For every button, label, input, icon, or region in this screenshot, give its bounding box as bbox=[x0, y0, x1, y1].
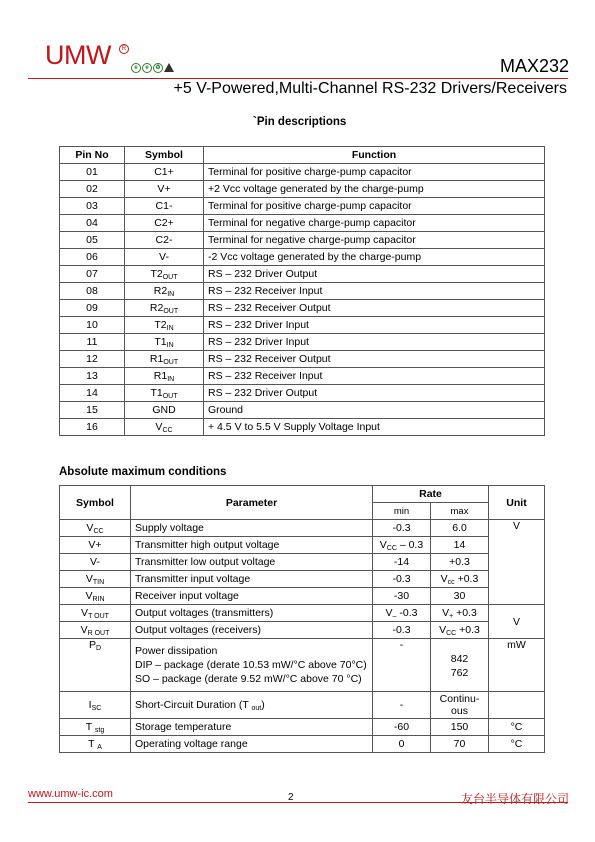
symbol-cell: $T2_{IN}$ bbox=[125, 317, 204, 334]
max-cell: 842 762 bbox=[431, 639, 489, 692]
min-cell: -0.3 bbox=[373, 622, 431, 639]
pin-table bbox=[59, 146, 545, 436]
pin-table-body bbox=[60, 164, 545, 436]
leaf-icon: ♻ bbox=[153, 63, 163, 73]
function-cell: Terminal for negative charge-pump capacitor bbox=[204, 232, 545, 249]
col-min: min bbox=[373, 503, 431, 520]
brand-logo: UMW bbox=[45, 40, 111, 70]
pin-number-cell: 10 bbox=[60, 317, 125, 334]
document-subtitle: +5 V-Powered,Multi-Channel RS-232 Drivers/Receivers bbox=[173, 80, 567, 97]
symbol-cell: T $_{stg}$ bbox=[60, 719, 131, 736]
symbol-cell: V- bbox=[60, 554, 131, 571]
max-cell: $V_{cc} +0.3$ bbox=[431, 571, 489, 588]
symbol-cell: C1+ bbox=[125, 164, 204, 181]
symbol-cell: C2- bbox=[125, 232, 204, 249]
symbol-cell: $V_{R OUT}$ bbox=[60, 622, 131, 639]
function-cell: -2 Vcc voltage generated by the charge-pump bbox=[204, 249, 545, 266]
min-cell: -30 bbox=[373, 588, 431, 605]
function-cell: RS – 232 Receiver Input bbox=[204, 368, 545, 385]
col-parameter: Parameter bbox=[131, 486, 373, 520]
parameter-cell: Operating voltage range bbox=[131, 736, 373, 753]
function-cell: RS – 232 Driver Input bbox=[204, 317, 545, 334]
max-cell: +0.3 bbox=[431, 554, 489, 571]
pin-number-cell: 16 bbox=[60, 419, 125, 436]
table-row bbox=[60, 181, 545, 198]
table-row bbox=[60, 249, 545, 266]
function-cell: RS – 232 Receiver Output bbox=[204, 300, 545, 317]
pin-number-cell: 07 bbox=[60, 266, 125, 283]
symbol-cell: C2+ bbox=[125, 215, 204, 232]
esd-warning-icon bbox=[164, 63, 174, 72]
abs-max-table bbox=[59, 485, 545, 753]
symbol-cell: $T1_{IN}$ bbox=[125, 334, 204, 351]
parameter-cell: Storage temperature bbox=[131, 719, 373, 736]
min-cell: $V_{CC} - 0.3$ bbox=[373, 537, 431, 554]
min-cell: -14 bbox=[373, 554, 431, 571]
unit-cell: V bbox=[489, 605, 545, 639]
pin-number-cell: 15 bbox=[60, 402, 125, 419]
parameter-cell: Supply voltage bbox=[131, 520, 373, 537]
table-row bbox=[60, 719, 545, 736]
function-cell: +2 Vcc voltage generated by the charge-pump bbox=[204, 181, 545, 198]
function-cell: Terminal for positive charge-pump capacitor bbox=[204, 198, 545, 215]
symbol-cell: C1- bbox=[125, 198, 204, 215]
table-row bbox=[60, 622, 545, 639]
parameter-cell: Transmitter high output voltage bbox=[131, 537, 373, 554]
table-row bbox=[60, 520, 545, 537]
pin-number-cell: 01 bbox=[60, 164, 125, 181]
max-cell: 6.0 bbox=[431, 520, 489, 537]
unit-cell: °C bbox=[489, 736, 545, 753]
pin-number-cell: 08 bbox=[60, 283, 125, 300]
col-pin-no: Pin No bbox=[60, 147, 125, 164]
table-row bbox=[60, 351, 545, 368]
website-link[interactable]: www.umw-ic.com bbox=[28, 788, 113, 800]
abs-max-title: Absolute maximum conditions bbox=[59, 466, 227, 478]
max-cell: 30 bbox=[431, 588, 489, 605]
pin-number-cell: 04 bbox=[60, 215, 125, 232]
symbol-cell: $V_{RIN}$ bbox=[60, 588, 131, 605]
symbol-cell: $R2_{IN}$ bbox=[125, 283, 204, 300]
table-row bbox=[60, 215, 545, 232]
pin-number-cell: 02 bbox=[60, 181, 125, 198]
symbol-cell: V- bbox=[125, 249, 204, 266]
table-row bbox=[60, 266, 545, 283]
table-row bbox=[60, 588, 545, 605]
parameter-cell: Power dissipation DIP – package (derate 10.53 mW/°C above 70°C) SO – package (derate 9.52 mW/°C above 70 °C) bbox=[131, 639, 373, 692]
rohs-icon: e bbox=[131, 63, 141, 73]
pin-descriptions-title: `Pin descriptions bbox=[253, 116, 347, 128]
function-cell: RS – 232 Receiver Output bbox=[204, 351, 545, 368]
table-row bbox=[60, 554, 545, 571]
table-row bbox=[60, 692, 545, 719]
header-rule bbox=[28, 78, 568, 79]
min-cell: -0.3 bbox=[373, 520, 431, 537]
table-row bbox=[60, 571, 545, 588]
symbol-cell: $P_D$ bbox=[60, 639, 131, 692]
table-row bbox=[60, 537, 545, 554]
symbol-cell: $I_{SC}$ bbox=[60, 692, 131, 719]
min-cell: 0 bbox=[373, 736, 431, 753]
pin-number-cell: 13 bbox=[60, 368, 125, 385]
symbol-cell: $T2_{OUT}$ bbox=[125, 266, 204, 283]
max-cell: Continu-ous bbox=[431, 692, 489, 719]
function-cell: + 4.5 V to 5.5 V Supply Voltage Input bbox=[204, 419, 545, 436]
footer-rule bbox=[28, 802, 568, 803]
function-cell: Terminal for positive charge-pump capacitor bbox=[204, 164, 545, 181]
symbol-cell: $V_{TIN}$ bbox=[60, 571, 131, 588]
function-cell: RS – 232 Driver Output bbox=[204, 385, 545, 402]
pin-number-cell: 03 bbox=[60, 198, 125, 215]
part-number: MAX232 bbox=[499, 56, 569, 76]
abs-header-row bbox=[60, 486, 545, 503]
symbol-cell: $V_{CC}$ bbox=[125, 419, 204, 436]
col-symbol: Symbol bbox=[125, 147, 204, 164]
table-row bbox=[60, 368, 545, 385]
parameter-cell: Output voltages (receivers) bbox=[131, 622, 373, 639]
pin-number-cell: 11 bbox=[60, 334, 125, 351]
min-cell: -0.3 bbox=[373, 571, 431, 588]
symbol-cell: V+ bbox=[125, 181, 204, 198]
parameter-cell: Short-Circuit Duration (T $_{out}$) bbox=[131, 692, 373, 719]
table-row bbox=[60, 198, 545, 215]
col-rate: Rate bbox=[373, 486, 489, 503]
max-cell: 150 bbox=[431, 719, 489, 736]
parameter-cell: Transmitter low output voltage bbox=[131, 554, 373, 571]
min-cell: $V_-$ -0.3 bbox=[373, 605, 431, 622]
symbol-cell: T $_A$ bbox=[60, 736, 131, 753]
col-function: Function bbox=[204, 147, 545, 164]
pin-number-cell: 06 bbox=[60, 249, 125, 266]
symbol-cell: $R1_{OUT}$ bbox=[125, 351, 204, 368]
symbol-cell: $R2_{OUT}$ bbox=[125, 300, 204, 317]
pin-number-cell: 14 bbox=[60, 385, 125, 402]
table-row bbox=[60, 300, 545, 317]
unit-cell: °C bbox=[489, 719, 545, 736]
parameter-cell: Transmitter input voltage bbox=[131, 571, 373, 588]
pin-table-header bbox=[60, 147, 545, 164]
symbol-cell: $T1_{OUT}$ bbox=[125, 385, 204, 402]
function-cell: Terminal for negative charge-pump capacitor bbox=[204, 215, 545, 232]
max-cell: 70 bbox=[431, 736, 489, 753]
table-row bbox=[60, 736, 545, 753]
symbol-cell: V+ bbox=[60, 537, 131, 554]
table-row bbox=[60, 385, 545, 402]
table-row bbox=[60, 402, 545, 419]
symbol-cell: $V_{CC}$ bbox=[60, 520, 131, 537]
pin-number-cell: 05 bbox=[60, 232, 125, 249]
table-row bbox=[60, 232, 545, 249]
certification-marks bbox=[131, 63, 174, 73]
parameter-cell: Output voltages (transmitters) bbox=[131, 605, 373, 622]
unit-cell: mW bbox=[489, 639, 545, 692]
registered-mark-icon: R bbox=[119, 44, 129, 54]
function-cell: RS – 232 Receiver Input bbox=[204, 283, 545, 300]
table-row bbox=[60, 164, 545, 181]
table-row bbox=[60, 283, 545, 300]
col-symbol: Symbol bbox=[60, 486, 131, 520]
min-cell: -60 bbox=[373, 719, 431, 736]
symbol-cell: $R1_{IN}$ bbox=[125, 368, 204, 385]
green-icon: e bbox=[142, 63, 152, 73]
function-cell: Ground bbox=[204, 402, 545, 419]
table-row bbox=[60, 334, 545, 351]
page-number: 2 bbox=[288, 792, 294, 803]
col-unit: Unit bbox=[489, 486, 545, 520]
pin-number-cell: 12 bbox=[60, 351, 125, 368]
min-cell: - bbox=[373, 692, 431, 719]
max-cell: $V_{CC} +0.3$ bbox=[431, 622, 489, 639]
min-cell: - bbox=[373, 639, 431, 692]
unit-cell: V bbox=[489, 520, 545, 605]
table-row bbox=[60, 317, 545, 334]
function-cell: RS – 232 Driver Input bbox=[204, 334, 545, 351]
pin-number-cell: 09 bbox=[60, 300, 125, 317]
function-cell: RS – 232 Driver Output bbox=[204, 266, 545, 283]
unit-cell bbox=[489, 692, 545, 719]
table-row bbox=[60, 419, 545, 436]
table-row bbox=[60, 639, 545, 692]
col-max: max bbox=[431, 503, 489, 520]
symbol-cell: GND bbox=[125, 402, 204, 419]
table-row bbox=[60, 605, 545, 622]
symbol-cell: $V_{T OUT}$ bbox=[60, 605, 131, 622]
parameter-cell: Receiver input voltage bbox=[131, 588, 373, 605]
max-cell: $V_+ +0.3$ bbox=[431, 605, 489, 622]
max-cell: 14 bbox=[431, 537, 489, 554]
company-name: 友台半导体有限公司 bbox=[460, 792, 569, 806]
